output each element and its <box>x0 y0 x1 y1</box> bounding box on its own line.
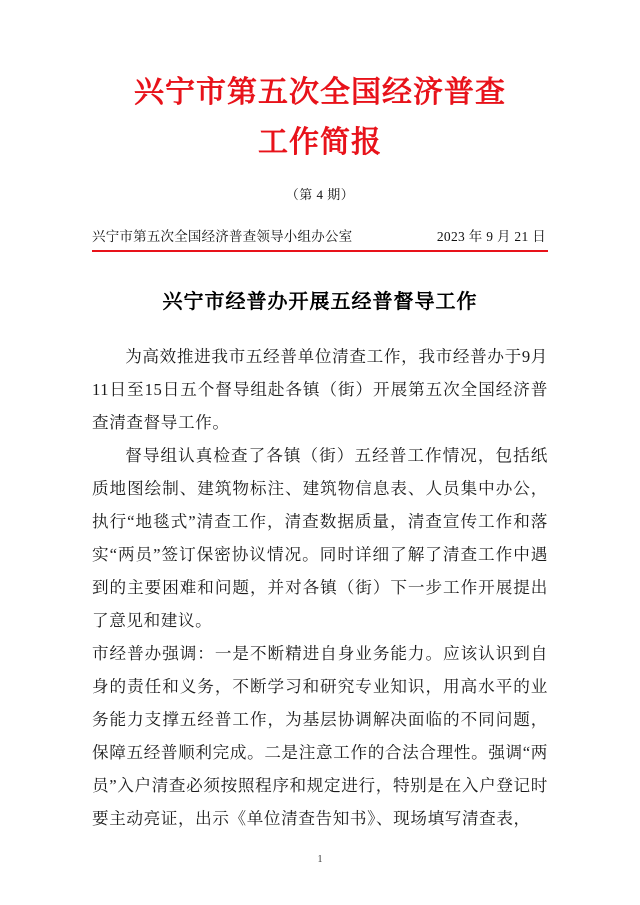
article-paragraph: 为高效推进我市五经普单位清查工作，我市经普办于9月11日至15日五个督导组赴各镇（街）开展第五次全国经济普查清查督导工作。 <box>92 347 548 432</box>
masthead <box>92 0 548 164</box>
article-title: 兴宁市经普办开展五经普督导工作 <box>162 291 478 313</box>
masthead-title-line-2: 工作简报 <box>258 126 382 159</box>
header-divider-rule <box>92 250 548 252</box>
article-body <box>92 340 548 835</box>
page-number: 1 <box>317 854 323 865</box>
masthead-title-line-1: 兴宁市第五次全国经济普查 <box>134 76 506 109</box>
publication-date: 2023 年 9 月 21 日 <box>436 229 546 244</box>
document-header-row <box>92 225 548 245</box>
article-paragraph: 督导组认真检查了各镇（街）五经普工作情况，包括纸质地图绘制、建筑物标注、建筑物信息表、人员集中办公，执行“地毯式”清查工作，清查数据质量，清查宣传工作和落实“两员”签订保密协议情况。同时详细了解了清查工作中遇到的主要困难和问题，并对各镇（街）下一步工作开展提出了意见和建议。 <box>92 446 548 630</box>
article-paragraph: 市经普办强调：一是不断精进自身业务能力。应该认识到自身的责任和义务，不断学习和研究专业知识，用高水平的业务能力支撑五经普工作，为基层协调解决面临的不同问题，保障五经普顺利完成。二是注意工作的合法合理性。强调“两员”入户清查必须按照程序和规定进行，特别是在入户登记时要主动亮证，出示《单位清查告知书》、现场填写清查表， <box>92 644 548 828</box>
issuing-organization: 兴宁市第五次全国经济普查领导小组办公室 <box>92 229 353 244</box>
issue-number: （第 4 期） <box>285 187 355 202</box>
